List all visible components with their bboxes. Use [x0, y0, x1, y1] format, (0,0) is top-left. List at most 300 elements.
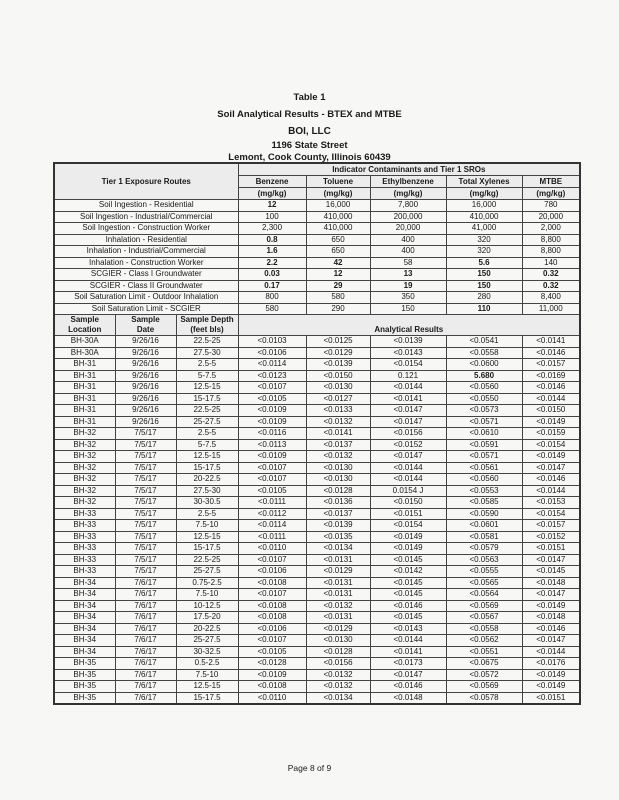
sample-date: 7/5/17: [115, 439, 176, 451]
sro-value: 2.2: [238, 257, 306, 269]
result-value: <0.0108: [238, 612, 306, 624]
analytical-results-header: Analytical Results: [238, 315, 580, 336]
result-value: <0.0109: [238, 405, 306, 417]
sample-location: BH-35: [54, 681, 115, 693]
sample-row: [54, 543, 580, 555]
result-value: <0.0146: [370, 600, 446, 612]
sample-date: 7/5/17: [115, 428, 176, 440]
sro-value: 410,000: [306, 211, 370, 223]
sample-location: BH-33: [54, 543, 115, 555]
sample-date: 9/26/16: [115, 347, 176, 359]
sample-location: BH-31: [54, 359, 115, 371]
sample-depth: 25-27.5: [176, 416, 238, 428]
result-value: <0.0127: [306, 393, 370, 405]
sample-depth: 22.5-25: [176, 405, 238, 417]
result-value: <0.0145: [370, 612, 446, 624]
result-value: <0.0578: [446, 692, 522, 704]
result-value: <0.0141: [306, 428, 370, 440]
sro-value: 290: [306, 303, 370, 315]
result-value: <0.0131: [306, 589, 370, 601]
sro-value: 20,000: [522, 211, 580, 223]
result-value: <0.0111: [238, 531, 306, 543]
result-value: <0.0159: [522, 428, 580, 440]
sample-location: BH-32: [54, 497, 115, 509]
result-value: <0.0132: [306, 416, 370, 428]
sro-value: 400: [370, 246, 446, 258]
sro-row: [54, 211, 580, 223]
result-value: <0.0562: [446, 635, 522, 647]
sample-depth: 12.5-15: [176, 531, 238, 543]
sample-location: BH-34: [54, 589, 115, 601]
exposure-route: Inhalation - Construction Worker: [54, 257, 238, 269]
result-value: <0.0173: [370, 658, 446, 670]
sample-row: [54, 600, 580, 612]
sro-value: 320: [446, 234, 522, 246]
result-value: <0.0176: [522, 658, 580, 670]
sample-row: [54, 531, 580, 543]
exposure-route: Soil Ingestion - Industrial/Commercial: [54, 211, 238, 223]
sample-date: 7/6/17: [115, 577, 176, 589]
result-value: <0.0573: [446, 405, 522, 417]
sro-row: [54, 303, 580, 315]
result-value: <0.0110: [238, 543, 306, 555]
exposure-route: Soil Saturation Limit - SCGIER: [54, 303, 238, 315]
result-value: <0.0149: [370, 531, 446, 543]
result-value: 0.0154 J: [370, 485, 446, 497]
result-value: <0.0106: [238, 623, 306, 635]
result-value: <0.0139: [370, 336, 446, 348]
result-value: <0.0107: [238, 554, 306, 566]
sample-depth: 7.5-10: [176, 669, 238, 681]
sro-value: 150: [446, 280, 522, 292]
sample-location: BH-32: [54, 439, 115, 451]
result-value: <0.0125: [306, 336, 370, 348]
result-value: <0.0144: [370, 382, 446, 394]
sample-location: BH-32: [54, 485, 115, 497]
sro-row: [54, 292, 580, 304]
result-value: <0.0123: [238, 370, 306, 382]
result-value: <0.0149: [522, 669, 580, 681]
sro-value: 41,000: [446, 223, 522, 235]
sample-date: 7/6/17: [115, 669, 176, 681]
result-value: <0.0133: [306, 405, 370, 417]
sample-depth: 17.5-20: [176, 612, 238, 624]
sample-row: [54, 566, 580, 578]
sro-value: 650: [306, 234, 370, 246]
sample-row: [54, 439, 580, 451]
result-value: <0.0116: [238, 428, 306, 440]
sro-row: [54, 246, 580, 258]
result-value: <0.0111: [238, 497, 306, 509]
result-value: <0.0169: [522, 370, 580, 382]
result-value: <0.0128: [306, 646, 370, 658]
result-value: <0.0560: [446, 474, 522, 486]
sample-location: BH-30A: [54, 347, 115, 359]
result-value: <0.0144: [522, 393, 580, 405]
sample-depth: 0.5-2.5: [176, 658, 238, 670]
sample-depth: 5-7.5: [176, 439, 238, 451]
sample-row: [54, 508, 580, 520]
city-address: Lemont, Cook County, Illinois 60439: [228, 152, 391, 163]
sample-depth: 20-22.5: [176, 623, 238, 635]
result-value: <0.0144: [370, 474, 446, 486]
sro-value: 410,000: [446, 211, 522, 223]
sample-row: [54, 336, 580, 348]
result-value: <0.0154: [522, 508, 580, 520]
result-value: <0.0147: [522, 589, 580, 601]
sample-row: [54, 370, 580, 382]
sro-value: 29: [306, 280, 370, 292]
result-value: <0.0148: [522, 612, 580, 624]
sample-date: 7/5/17: [115, 462, 176, 474]
contaminant-header: MTBE: [522, 176, 580, 188]
result-value: <0.0106: [238, 347, 306, 359]
sro-value: 100: [238, 211, 306, 223]
sample-row: [54, 359, 580, 371]
sample-depth: 15-17.5: [176, 543, 238, 555]
sample-row: [54, 612, 580, 624]
exposure-route: Inhalation - Residential: [54, 234, 238, 246]
result-value: <0.0149: [522, 681, 580, 693]
sample-row: [54, 646, 580, 658]
sro-value: 11,000: [522, 303, 580, 315]
result-value: <0.0600: [446, 359, 522, 371]
result-value: <0.0109: [238, 416, 306, 428]
sro-value: 650: [306, 246, 370, 258]
sample-depth: 30-30.5: [176, 497, 238, 509]
sample-date: 7/6/17: [115, 681, 176, 693]
result-value: <0.0156: [370, 428, 446, 440]
sample-depth: 2.5-5: [176, 428, 238, 440]
result-value: <0.0107: [238, 382, 306, 394]
result-value: <0.0567: [446, 612, 522, 624]
sro-value: 580: [238, 303, 306, 315]
sro-row: [54, 200, 580, 212]
result-value: <0.0137: [306, 508, 370, 520]
result-value: <0.0156: [306, 658, 370, 670]
result-value: <0.0157: [522, 359, 580, 371]
result-value: <0.0148: [522, 577, 580, 589]
result-value: <0.0551: [446, 646, 522, 658]
result-value: <0.0147: [370, 405, 446, 417]
result-value: <0.0129: [306, 623, 370, 635]
result-value: <0.0129: [306, 566, 370, 578]
result-value: <0.0108: [238, 577, 306, 589]
sample-depth: 5-7.5: [176, 370, 238, 382]
sample-row: [54, 474, 580, 486]
result-value: <0.0144: [522, 646, 580, 658]
sample-date: 7/5/17: [115, 508, 176, 520]
result-value: <0.0109: [238, 451, 306, 463]
sample-row: [54, 347, 580, 359]
result-value: <0.0154: [370, 359, 446, 371]
result-value: <0.0151: [522, 692, 580, 704]
sro-value: 110: [446, 303, 522, 315]
result-value: <0.0147: [522, 462, 580, 474]
sample-date: 7/6/17: [115, 658, 176, 670]
result-value: <0.0145: [370, 554, 446, 566]
sample-date: 7/5/17: [115, 451, 176, 463]
sample-row: [54, 485, 580, 497]
result-value: <0.0112: [238, 508, 306, 520]
result-value: <0.0150: [522, 405, 580, 417]
unit-header: (mg/kg): [370, 188, 446, 200]
sample-location: BH-31: [54, 393, 115, 405]
result-value: <0.0550: [446, 393, 522, 405]
result-value: <0.0154: [522, 439, 580, 451]
sro-value: 0.17: [238, 280, 306, 292]
exposure-routes-header: Tier 1 Exposure Routes: [54, 163, 238, 200]
sample-row: [54, 554, 580, 566]
result-value: <0.0541: [446, 336, 522, 348]
sample-row: [54, 520, 580, 532]
sample-location: BH-34: [54, 577, 115, 589]
sro-value: 13: [370, 269, 446, 281]
contaminant-header: Benzene: [238, 176, 306, 188]
exposure-route: Inhalation - Industrial/Commercial: [54, 246, 238, 258]
sample-date: 9/26/16: [115, 416, 176, 428]
contaminant-header: Toluene: [306, 176, 370, 188]
sample-row: [54, 589, 580, 601]
sample-depth: 25-27.5: [176, 566, 238, 578]
result-value: <0.0108: [238, 681, 306, 693]
result-value: <0.0132: [306, 600, 370, 612]
result-value: <0.0130: [306, 474, 370, 486]
sample-depth: 25-27.5: [176, 635, 238, 647]
result-value: <0.0153: [522, 497, 580, 509]
sro-value: 150: [446, 269, 522, 281]
sample-date: 7/6/17: [115, 623, 176, 635]
sro-value: 19: [370, 280, 446, 292]
result-value: <0.0146: [370, 681, 446, 693]
result-value: <0.0105: [238, 646, 306, 658]
sro-value: 800: [238, 292, 306, 304]
sro-section: [54, 200, 580, 315]
sample-date-header: Sample Date: [115, 315, 176, 336]
sample-date: 7/5/17: [115, 497, 176, 509]
result-value: <0.0579: [446, 543, 522, 555]
sample-location: BH-30A: [54, 336, 115, 348]
sample-depth: 15-17.5: [176, 393, 238, 405]
document-title: Soil Analytical Results - BTEX and MTBE: [217, 109, 402, 120]
sro-value: 0.32: [522, 280, 580, 292]
result-value: <0.0142: [370, 566, 446, 578]
result-value: <0.0558: [446, 347, 522, 359]
result-value: <0.0105: [238, 485, 306, 497]
result-value: <0.0107: [238, 589, 306, 601]
exposure-route: Soil Saturation Limit - Outdoor Inhalation: [54, 292, 238, 304]
sample-location: BH-33: [54, 554, 115, 566]
sample-date: 9/26/16: [115, 405, 176, 417]
result-value: <0.0154: [370, 520, 446, 532]
sro-value: 280: [446, 292, 522, 304]
result-value: <0.0146: [522, 382, 580, 394]
result-value: 0.121: [370, 370, 446, 382]
sro-value: 400: [370, 234, 446, 246]
sample-header-section: [54, 315, 580, 336]
sro-value: 140: [522, 257, 580, 269]
result-value: <0.0152: [370, 439, 446, 451]
exposure-route: Soil Ingestion - Construction Worker: [54, 223, 238, 235]
contaminants-group-header: Indicator Contaminants and Tier 1 SROs: [238, 163, 580, 176]
result-value: <0.0149: [522, 600, 580, 612]
sample-date: 7/6/17: [115, 692, 176, 704]
company-name: BOI, LLC: [288, 126, 331, 137]
result-value: <0.0143: [370, 623, 446, 635]
sro-value: 200,000: [370, 211, 446, 223]
result-value: <0.0148: [370, 692, 446, 704]
result-value: <0.0581: [446, 531, 522, 543]
sro-value: 0.03: [238, 269, 306, 281]
sample-row: [54, 692, 580, 704]
sample-section: [54, 336, 580, 705]
result-value: <0.0109: [238, 669, 306, 681]
sample-date: 7/5/17: [115, 566, 176, 578]
result-value: <0.0136: [306, 497, 370, 509]
sample-date: 7/5/17: [115, 485, 176, 497]
sample-location: BH-33: [54, 566, 115, 578]
sample-location: BH-33: [54, 508, 115, 520]
result-value: <0.0128: [306, 485, 370, 497]
sample-depth: 10-12.5: [176, 600, 238, 612]
sample-depth: 12.5-15: [176, 681, 238, 693]
sample-date: 9/26/16: [115, 359, 176, 371]
result-value: <0.0146: [522, 347, 580, 359]
result-value: <0.0107: [238, 462, 306, 474]
result-value: <0.0130: [306, 382, 370, 394]
result-value: <0.0129: [306, 347, 370, 359]
sample-location: BH-33: [54, 520, 115, 532]
table-label: Table 1: [293, 92, 326, 103]
sample-location: BH-34: [54, 612, 115, 624]
result-value: <0.0103: [238, 336, 306, 348]
sro-value: 2,300: [238, 223, 306, 235]
result-value: <0.0106: [238, 566, 306, 578]
result-value: <0.0134: [306, 543, 370, 555]
result-value: <0.0150: [370, 497, 446, 509]
sample-date: 7/5/17: [115, 554, 176, 566]
sample-depth: 0.75-2.5: [176, 577, 238, 589]
result-value: <0.0132: [306, 669, 370, 681]
result-value: <0.0601: [446, 520, 522, 532]
sro-value: 580: [306, 292, 370, 304]
result-value: <0.0145: [370, 589, 446, 601]
sample-location: BH-31: [54, 370, 115, 382]
sro-value: 58: [370, 257, 446, 269]
sample-location: BH-32: [54, 462, 115, 474]
sample-date: 7/5/17: [115, 531, 176, 543]
unit-header: (mg/kg): [522, 188, 580, 200]
result-value: <0.0146: [522, 623, 580, 635]
sample-date: 7/5/17: [115, 520, 176, 532]
sample-date: 7/6/17: [115, 612, 176, 624]
sample-location: BH-33: [54, 531, 115, 543]
sample-row: [54, 382, 580, 394]
result-value: <0.0141: [522, 336, 580, 348]
sample-depth: 22.5-25: [176, 554, 238, 566]
result-value: <0.0149: [370, 543, 446, 555]
exposure-route: SCGIER - Class II Groundwater: [54, 280, 238, 292]
result-value: <0.0150: [306, 370, 370, 382]
result-value: <0.0569: [446, 600, 522, 612]
result-value: <0.0141: [370, 393, 446, 405]
sro-value: 20,000: [370, 223, 446, 235]
sample-date: 7/5/17: [115, 474, 176, 486]
sample-row: [54, 577, 580, 589]
sample-row: [54, 416, 580, 428]
sro-value: 1.6: [238, 246, 306, 258]
sro-value: 150: [370, 303, 446, 315]
sample-date: 7/6/17: [115, 646, 176, 658]
sample-location: BH-34: [54, 623, 115, 635]
sample-row: [54, 428, 580, 440]
sample-row: [54, 669, 580, 681]
exposure-route: SCGIER - Class I Groundwater: [54, 269, 238, 281]
sample-depth: 27.5-30: [176, 347, 238, 359]
sample-location: BH-34: [54, 600, 115, 612]
result-value: <0.0553: [446, 485, 522, 497]
sample-row: [54, 497, 580, 509]
sample-location: BH-31: [54, 382, 115, 394]
result-value: <0.0555: [446, 566, 522, 578]
result-value: <0.0564: [446, 589, 522, 601]
sample-date: 9/26/16: [115, 382, 176, 394]
result-value: <0.0610: [446, 428, 522, 440]
result-value: <0.0590: [446, 508, 522, 520]
sample-row: [54, 681, 580, 693]
sro-value: 320: [446, 246, 522, 258]
sample-row: [54, 623, 580, 635]
result-value: <0.0152: [522, 531, 580, 543]
result-value: <0.0561: [446, 462, 522, 474]
sro-value: 7,800: [370, 200, 446, 212]
result-value: <0.0157: [522, 520, 580, 532]
sro-value: 16,000: [306, 200, 370, 212]
result-value: <0.0139: [306, 359, 370, 371]
result-value: <0.0149: [522, 416, 580, 428]
sample-depth: 2.5-5: [176, 359, 238, 371]
result-value: <0.0132: [306, 451, 370, 463]
result-value: <0.0145: [522, 566, 580, 578]
sample-location: BH-34: [54, 635, 115, 647]
sample-depth: 7.5-10: [176, 520, 238, 532]
sample-row: [54, 658, 580, 670]
sample-date: 7/6/17: [115, 600, 176, 612]
sample-date: 9/26/16: [115, 393, 176, 405]
sample-depth: 2.5-5: [176, 508, 238, 520]
soil-results-table: [53, 162, 581, 705]
result-value: 5.680: [446, 370, 522, 382]
contaminant-header: Ethylbenzene: [370, 176, 446, 188]
sro-value: 350: [370, 292, 446, 304]
sample-location: BH-32: [54, 428, 115, 440]
result-value: <0.0144: [370, 462, 446, 474]
result-value: <0.0146: [522, 474, 580, 486]
result-value: <0.0558: [446, 623, 522, 635]
sample-row: [54, 451, 580, 463]
sample-depth-header: Sample Depth (feet bls): [176, 315, 238, 336]
sample-depth: 12.5-15: [176, 382, 238, 394]
result-value: <0.0569: [446, 681, 522, 693]
unit-header: (mg/kg): [306, 188, 370, 200]
unit-header: (mg/kg): [446, 188, 522, 200]
sample-location: BH-35: [54, 658, 115, 670]
unit-header: (mg/kg): [238, 188, 306, 200]
sro-value: 0.32: [522, 269, 580, 281]
sro-value: 0.8: [238, 234, 306, 246]
sample-location: BH-31: [54, 405, 115, 417]
result-value: <0.0130: [306, 635, 370, 647]
